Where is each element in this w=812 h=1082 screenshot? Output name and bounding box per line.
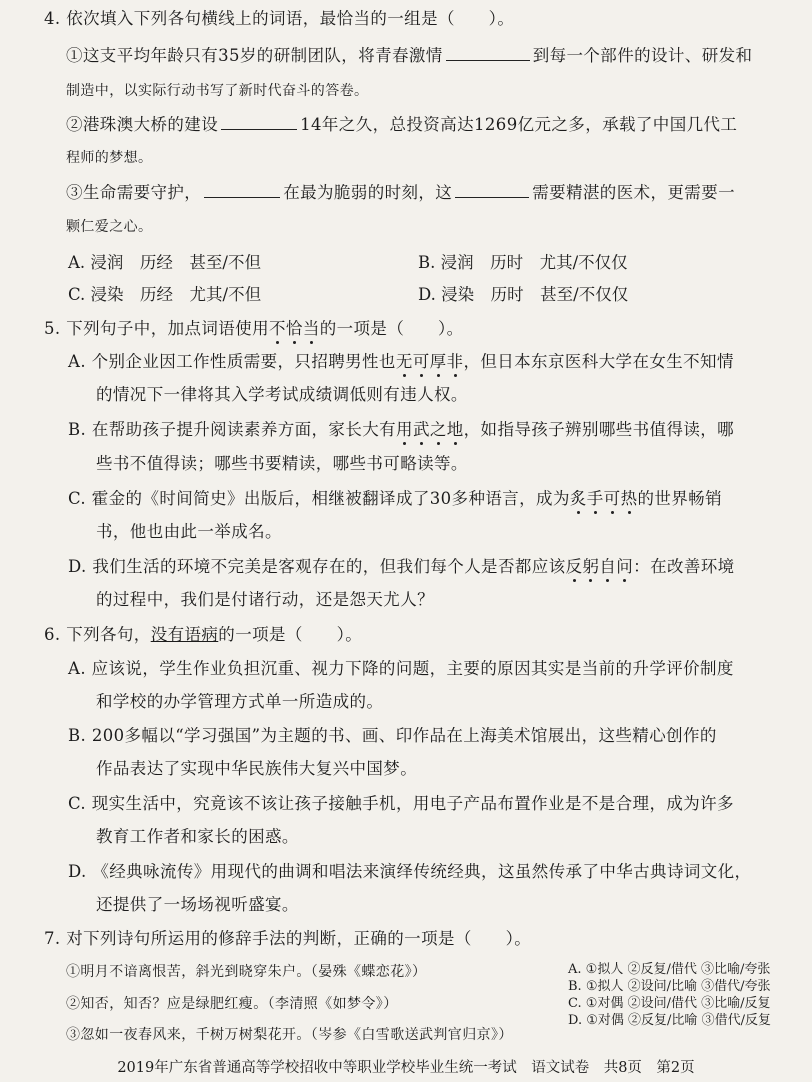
emphasis-dot-char: 可 [603, 489, 621, 508]
q5-option-a-cont: 的情况下一律将其入学考试成绩调低则有违人权。 [96, 385, 468, 404]
dotted-emphasis [396, 352, 464, 371]
q6-option-b-cont: 作品表达了实现中华民族伟大复兴中国梦。 [96, 759, 418, 778]
q6-option-a-cont: 和学校的办学管理方式单一所造成的。 [96, 692, 384, 711]
q5-option-c-cont: 书，他也由此一举成名。 [96, 522, 282, 541]
q5-stem: 5. 下列句子中，加点词语使用不恰当的一项是（ ）。 [44, 319, 464, 338]
q7-stem: 7. 对下列诗句所运用的修辞手法的判断，正确的一项是（ ）。 [44, 929, 532, 948]
underlined-emphasis: 没有语病 [150, 625, 219, 644]
q4-sentence-2-cont: 程师的梦想。 [66, 150, 153, 166]
emphasis-dot-char: 当 [302, 319, 320, 338]
emphasis-dot-char: 手 [586, 489, 604, 508]
answer-blank [221, 114, 297, 130]
emphasis-dot-char: 不 [269, 319, 286, 338]
emphasis-dot-char: 厚 [429, 352, 447, 371]
q7-option-b: B. ①拟人 ②设问/比喻 ③借代/夸张 [568, 979, 771, 994]
emphasis-dot-char: 热 [620, 489, 638, 508]
emphasis-dot-char: 自 [599, 557, 617, 576]
dotted-emphasis [570, 489, 638, 508]
dotted-emphasis [269, 319, 320, 338]
q4-sentence-1: ①这支平均年龄只有35岁的研制团队，将青春激情 到每一个部件的设计、研发和 [66, 46, 753, 65]
q6-option-d-cont: 还提供了一场场视听盛宴。 [96, 895, 299, 914]
q4-option-a: A. 浸润 历经 甚至/不但 [68, 253, 261, 272]
q7-option-a: A. ①拟人 ②反复/借代 ③比喻/夸张 [568, 962, 771, 977]
emphasis-dot-char: 躬 [582, 557, 600, 576]
emphasis-dot-char: 之 [429, 420, 447, 439]
answer-blank [446, 45, 530, 61]
emphasis-dot-char: 可 [412, 352, 430, 371]
q6-stem: 6. 下列各句，没有语病的一项是（ ）。 [44, 625, 363, 644]
page-footer: 2019年广东省普通高等学校招收中等职业学校毕业生统一考试 语文试卷 共8页 第2页 [117, 1060, 695, 1076]
dotted-emphasis [396, 420, 464, 439]
dotted-emphasis [566, 557, 634, 576]
emphasis-dot-char: 武 [412, 420, 430, 439]
q5-option-b: B. 在帮助孩子提升阅读素养方面，家长大有用武之地，如指导孩子辨别哪些书值得读，哪 [68, 420, 735, 439]
q4-option-d: D. 浸染 历时 甚至/不仅仅 [418, 285, 629, 304]
q5-option-b-cont: 些书不值得读；哪些书要精读，哪些书可略读等。 [96, 454, 468, 473]
q4-sentence-2: ②港珠澳大桥的建设 14年之久，总投资高达1269亿元之多，承载了中国几代工 [66, 115, 738, 134]
emphasis-dot-char: 炙 [569, 489, 587, 508]
q6-option-b: B. 200多幅以“学习强国”为主题的书、画、印作品在上海美术馆展出，这些精心创作的 [68, 726, 717, 745]
answer-blank [204, 182, 280, 198]
q6-option-d: D. 《经典咏流传》用现代的曲调和唱法来演绎传统经典，这虽然传承了中华古典诗词文化， [68, 862, 752, 881]
q7-option-c: C. ①对偶 ②设问/借代 ③比喻/反复 [568, 996, 771, 1011]
q4-sentence-3: ③生命需要守护， 在最为脆弱的时刻，这 需要精湛的医术，更需要一 [66, 183, 736, 202]
q5-option-d: D. 我们生活的环境不完美是客观存在的，但我们每个人是否都应该反躬自问：在改善环境 [68, 557, 735, 576]
q4-sentence-3-cont: 颗仁爱之心。 [66, 219, 153, 235]
q4-stem: 4. 依次填入下列各句横线上的词语，最恰当的一组是（ ）。 [44, 9, 515, 28]
q7-poem-2: ②知否，知否？应是绿肥红瘦。（李清照《如梦令》） [66, 996, 398, 1012]
emphasis-dot-char: 反 [565, 557, 583, 576]
emphasis-dot-char: 问 [616, 557, 634, 576]
q6-option-a: A. 应该说，学生作业负担沉重、视力下降的问题，主要的原因其实是当前的升学评价制度 [68, 659, 734, 678]
emphasis-dot-char: 非 [446, 352, 464, 371]
answer-blank [455, 182, 529, 198]
emphasis-dot-char: 地 [446, 420, 464, 439]
q5-option-d-cont: 的过程中，我们是付诸行动，还是怨天尤人？ [96, 590, 434, 609]
q4-option-c: C. 浸染 历经 尤其/不但 [68, 285, 262, 304]
q7-option-d: D. ①对偶 ②反复/比喻 ③借代/反复 [568, 1013, 771, 1028]
emphasis-dot-char: 无 [395, 352, 413, 371]
q4-sentence-1-cont: 制造中，以实际行动书写了新时代奋斗的答卷。 [66, 83, 369, 99]
emphasis-dot-char: 用 [396, 420, 413, 439]
q7-poem-3: ③忽如一夜春风来，千树万树梨花开。（岑参《白雪歌送武判官归京》） [66, 1027, 513, 1043]
q5-option-c: C. 霍金的《时间简史》出版后，相继被翻译成了30多种语言，成为炙手可热的世界畅销 [68, 489, 722, 508]
q7-poem-1: ①明月不谙离恨苦，斜光到晓穿朱户。（晏殊《蝶恋花》） [66, 964, 427, 980]
q4-option-b: B. 浸润 历时 尤其/不仅仅 [418, 253, 628, 272]
q6-option-c: C. 现实生活中，究竟该不该让孩子接触手机，用电子产品布置作业是不是合理，成为许多 [68, 794, 734, 813]
q5-option-a: A. 个别企业因工作性质需要，只招聘男性也无可厚非，但日本东京医科大学在女生不知情 [68, 352, 734, 371]
emphasis-dot-char: 恰 [285, 319, 303, 338]
q6-option-c-cont: 教育工作者和家长的困惑。 [96, 827, 299, 846]
